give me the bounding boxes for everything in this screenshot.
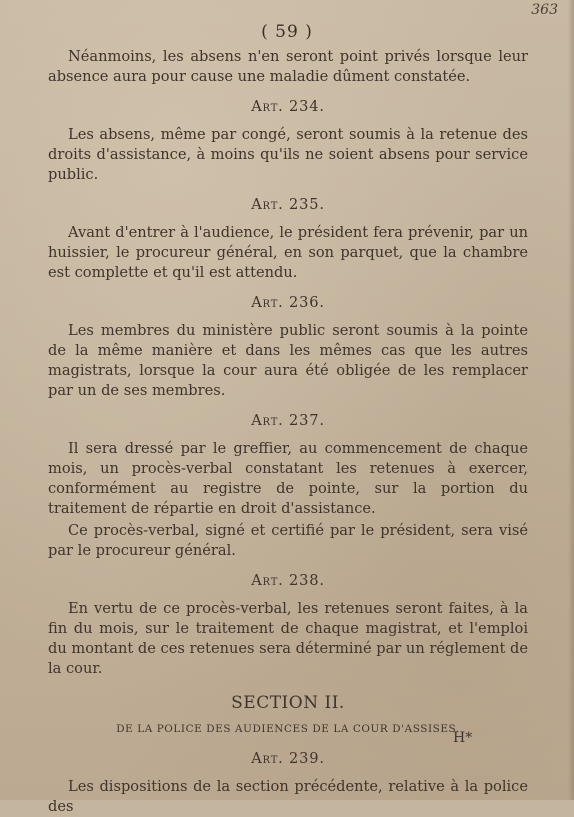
- article-heading-235: Art. 235.: [251, 196, 325, 213]
- folio-number: 363: [531, 2, 558, 18]
- document-body: [48, 47, 528, 817]
- paragraph-art-235: Avant d'entrer à l'audience, le président fera prévenir, par un huissier, le procureur général, en son parquet, que la chambre est complette et qu'il est attendu.: [48, 224, 528, 281]
- article-heading-236: Art. 236.: [251, 294, 325, 311]
- page-number: ( 59 ): [261, 22, 313, 42]
- paragraph-art-237: Il sera dressé par le greffier, au commencement de chaque mois, un procès-verbal constatant les retenues à exercer, conformément au registre de pointe, sur la portion du traitement de répartie en droit d'assistance.: [48, 440, 528, 517]
- paragraph-neanmoins: Néanmoins, les absens n'en seront point privés lorsque leur absence aura pour cause une maladie dûment constatée.: [48, 48, 528, 85]
- article-heading-237: Art. 237.: [251, 412, 325, 429]
- article-heading-239: Art. 239.: [251, 750, 325, 767]
- article-heading-234: Art. 234.: [251, 98, 325, 115]
- paragraph-art-239: Les dispositions de la section précédente, relative à la police des: [48, 778, 528, 815]
- section-heading: SECTION II.: [231, 693, 345, 713]
- signature-mark: H*: [453, 730, 473, 746]
- paragraph-art-238: En vertu de ce procès-verbal, les retenues seront faites, à la fin du mois, sur le traitement de chaque magistrat, et l'emploi du montant de ces retenues sera déterminé par un réglement de la cour.: [48, 600, 528, 677]
- article-heading-238: Art. 238.: [251, 572, 325, 589]
- paragraph-art-236: Les membres du ministère public seront soumis à la pointe de la même manière et dans les mêmes cas que les autres magistrats, lorsque la cour aura été obligée de les remplacer par un de ses membres.: [48, 322, 528, 399]
- paragraph-art-234: Les absens, même par congé, seront soumis à la retenue des droits d'assistance, à moins qu'ils ne soient absens pour service public.: [48, 126, 528, 183]
- paragraph-art-237-b: Ce procès-verbal, signé et certifié par le président, sera visé par le procureur général.: [48, 522, 528, 559]
- section-subtitle: DE LA POLICE DES AUDIENCES DE LA COUR D'ASSISES.: [116, 723, 460, 735]
